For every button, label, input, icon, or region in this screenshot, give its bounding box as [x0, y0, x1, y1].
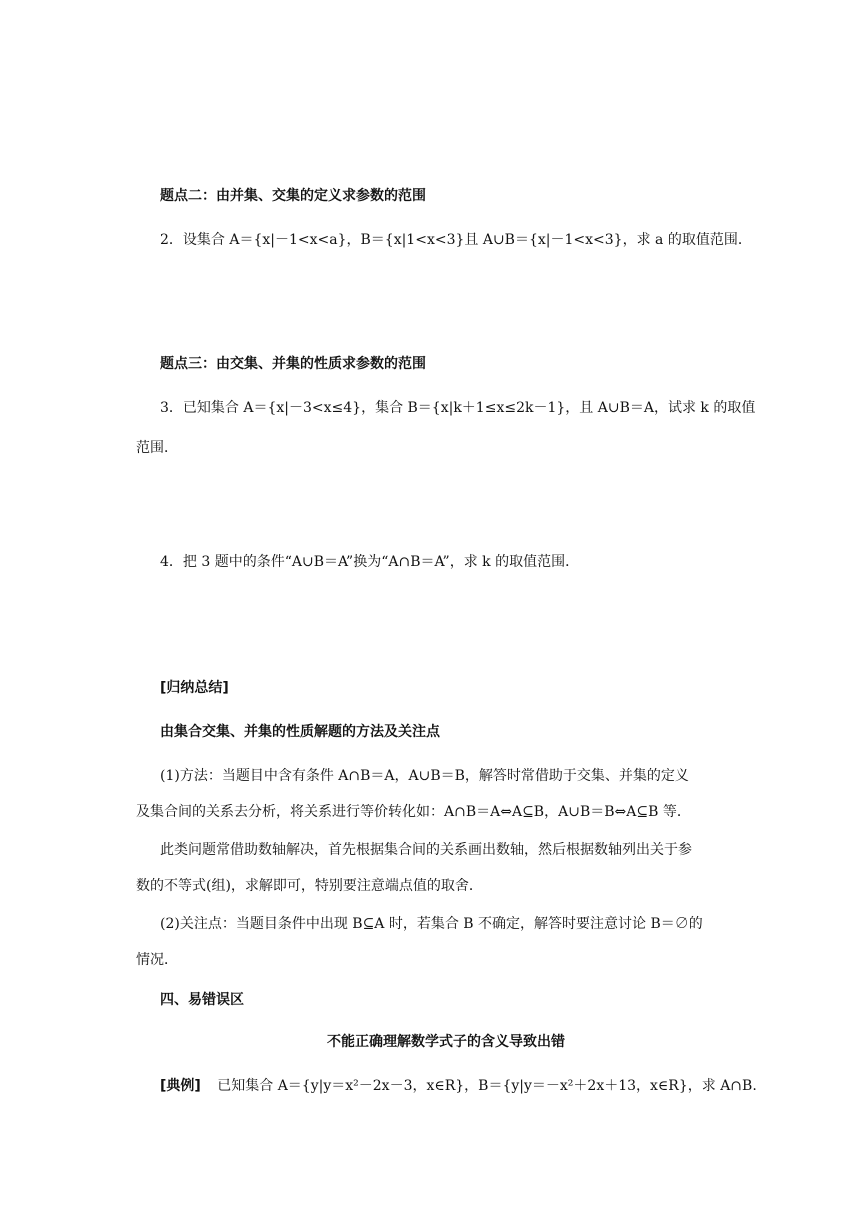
topic2-heading: 题点二：由并集、交集的定义求参数的范围	[160, 188, 426, 204]
question-2: 2．设集合 A＝{x|－1<x<a}，B＝{x|1<x<3}且 A∪B＝{x|－1<x<3}，求 a 的取值范围．	[160, 232, 752, 248]
example-row	[160, 1076, 757, 1096]
numberline-paragraph-line2: 数的不等式(组)，求解即可，特别要注意端点值的取舍．	[136, 878, 483, 894]
topic3-heading: 题点三：由交集、并集的性质求参数的范围	[160, 356, 426, 372]
example-tag: [典例]	[160, 1078, 201, 1094]
method-paragraph-line1: (1)方法：当题目中含有条件 A∩B＝A，A∪B＝B，解答时常借助于交集、并集的定义	[160, 768, 689, 784]
section-4-heading: 四、易错误区	[160, 992, 244, 1008]
numberline-paragraph-line1: 此类问题常借助数轴解决，首先根据集合间的关系画出数轴，然后根据数轴列出关于参	[160, 842, 692, 858]
example-text: 已知集合 A＝{y|y＝x²－2x－3，x∈R}，B＝{y|y＝－x²＋2x＋13，x∈R}，求 A∩B.	[217, 1078, 757, 1094]
summary-title: 由集合交集、并集的性质解题的方法及关注点	[160, 724, 440, 740]
error-title: 不能正确理解数学式子的含义导致出错	[327, 1034, 565, 1050]
question-3-line2: 范围．	[136, 440, 178, 456]
attention-paragraph-line1: (2)关注点：当题目条件中出现 B⊆A 时，若集合 B 不确定，解答时要注意讨论 B＝∅的	[160, 916, 703, 932]
attention-paragraph-line2: 情况．	[136, 952, 178, 968]
question-3-line1: 3．已知集合 A＝{x|－3<x≤4}，集合 B＝{x|k＋1≤x≤2k－1}，且 A∪B＝A，试求 k 的取值	[160, 400, 756, 416]
summary-tag: [归纳总结]	[160, 680, 229, 696]
method-paragraph-line2: 及集合间的关系去分析，将关系进行等价转化如：A∩B＝A⇔A⊆B，A∪B＝B⇔A⊆B 等．	[136, 804, 691, 820]
question-4: 4．把 3 题中的条件“A∪B＝A”换为“A∩B＝A”，求 k 的取值范围．	[160, 554, 580, 570]
